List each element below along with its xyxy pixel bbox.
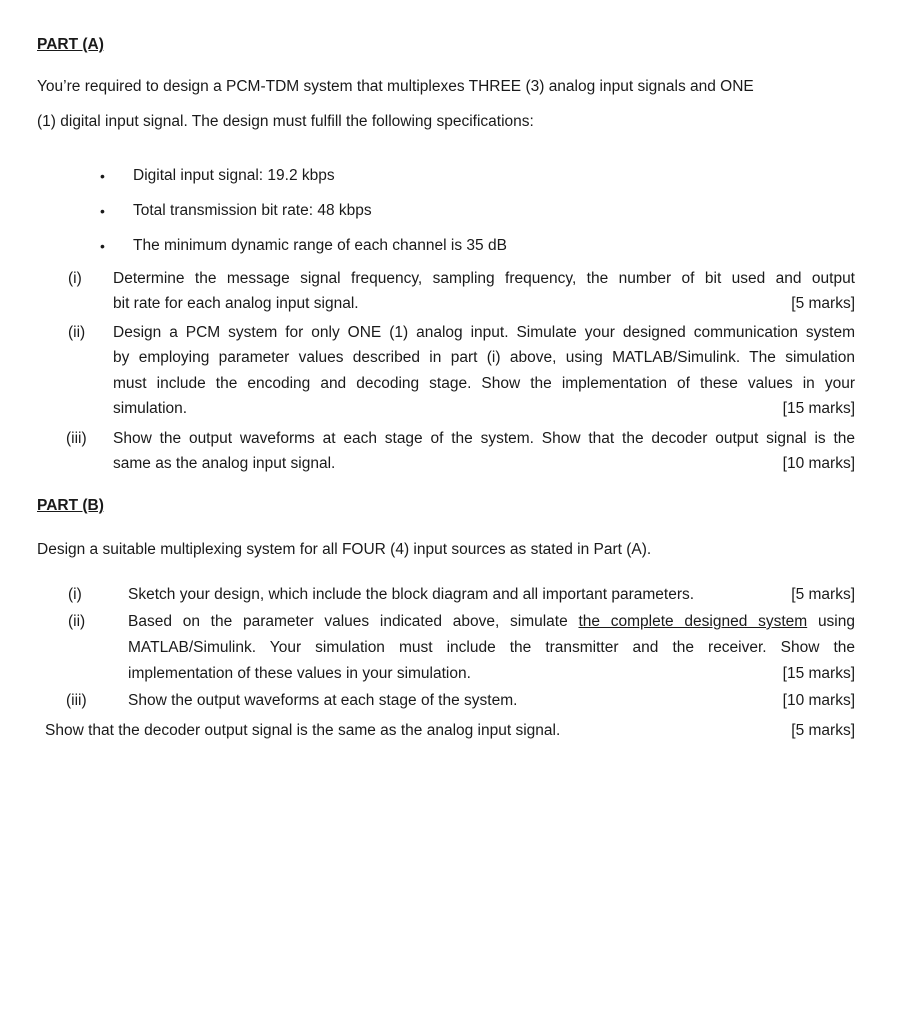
part-a-intro-line-2: (1) digital input signal. The design must fulfill the following specifications: [37,113,534,130]
question-text-segment: Based on the parameter values indicated above, simulate [128,613,568,630]
part-b-heading: PART (B) [37,497,104,514]
question-text-line: Show the output waveforms at each stage of the system. [128,692,518,709]
marks-label: [15 marks] [782,400,855,417]
question-text-line [128,614,855,630]
question-text-line: Sketch your design, which include the block diagram and all important parameters. [128,586,695,603]
marks-label: [5 marks] [791,586,855,603]
question-text-line: bit rate for each analog input signal. [113,295,359,312]
spec-digital-input: Digital input signal: 19.2 kbps [133,167,335,184]
question-number: (ii) [68,613,86,630]
question-text-line: same as the analog input signal. [113,455,336,472]
spec-bullet: • [100,238,105,254]
marks-label: [5 marks] [791,295,855,312]
marks-label: [10 marks] [782,692,855,709]
question-text-line: Show the output waveforms at each stage of the system. Show that the decoder output signal is the [113,430,855,447]
question-number: (i) [68,270,82,287]
final-statement: Show that the decoder output signal is the same as the analog input signal. [45,722,561,739]
spec-bullet: • [100,168,105,184]
question-number: (i) [68,586,82,603]
marks-label: [5 marks] [791,722,855,739]
spec-bullet: • [100,203,105,219]
spec-dynamic-range: The minimum dynamic range of each channel is 35 dB [133,237,507,254]
part-a-heading: PART (A) [37,36,104,53]
question-text-segment: using [817,613,855,630]
spec-total-bit-rate: Total transmission bit rate: 48 kbps [133,202,372,219]
question-text-line: Determine the message signal frequency, sampling frequency, the number of bit used and output [113,270,855,287]
marks-label: [10 marks] [782,455,855,472]
question-text-line: Design a PCM system for only ONE (1) analog input. Simulate your designed communication system [113,324,855,341]
question-text-line: implementation of these values in your simulation. [128,665,471,682]
question-number: (iii) [66,430,87,447]
question-text-line: simulation. [113,400,188,417]
question-text-line: must include the encoding and decoding stage. Show the implementation of these values in your [113,375,855,392]
question-number: (iii) [66,692,87,709]
part-b-intro: Design a suitable multiplexing system for all FOUR (4) input sources as stated in Part (A). [37,541,652,558]
underlined-phrase: the complete designed system [578,613,808,630]
question-text-line: MATLAB/Simulink. Your simulation must include the transmitter and the receiver. Show the [128,639,855,656]
question-text-line: by employing parameter values described in part (i) above, using MATLAB/Simulink. The simulation [113,349,855,366]
part-a-intro-line-1: You’re required to design a PCM-TDM system that multiplexes THREE (3) analog input signals and ONE [37,78,754,95]
marks-label: [15 marks] [782,665,855,682]
question-number: (ii) [68,324,86,341]
